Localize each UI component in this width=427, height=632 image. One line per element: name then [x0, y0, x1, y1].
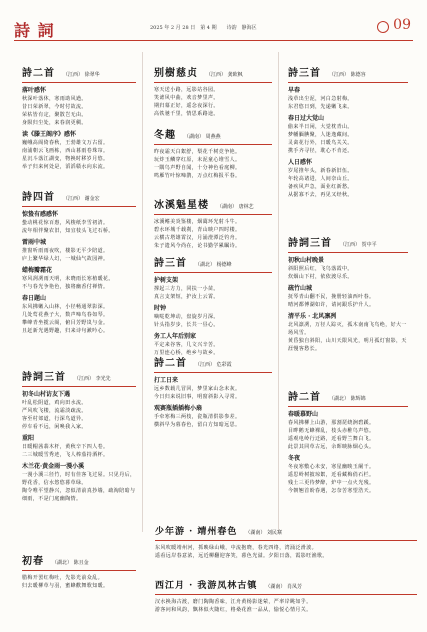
poem-subtitle: 惊蛰有感感怀	[22, 211, 59, 218]
poem-subtitle: 冬夜	[288, 455, 301, 462]
poem-title: 詩二首	[22, 68, 55, 79]
poem-line: 汉水换海古渡，磨门陶陶香味，江舟黄杨影迷萦，严率岸眺如乎。	[155, 599, 312, 605]
poem-title: 西江月 · 我游凤林古镇	[155, 581, 258, 591]
poem-line: 举子归来何处是，滔滔赣水向东流。	[22, 164, 109, 170]
poem-heading	[288, 392, 408, 405]
poem-line: 横斜早为暮春色，留白方知暗远思。	[154, 422, 241, 428]
title-rule	[155, 594, 417, 595]
column-separator	[278, 52, 279, 532]
poem-block	[22, 68, 136, 171]
poem-heading	[155, 580, 417, 593]
poem-line: 梦幡腼腆聚，人迷逸藏间。	[288, 132, 353, 138]
poem-line: 昔日荣新翠，今时付故流。	[22, 104, 87, 110]
poem-block	[288, 392, 408, 495]
poem-subtitle: 时钟	[154, 305, 167, 312]
poem-block	[155, 580, 417, 614]
poem-title: 詩二首	[288, 392, 321, 403]
poem-subtitle: 初秋山村晚景	[288, 257, 325, 264]
poem-heading	[22, 68, 136, 81]
poem-title: 冬趣	[154, 130, 176, 141]
poem-subtitle: 早春	[288, 87, 301, 94]
poem-line: 客至村郊道，行深鸟道异。	[22, 416, 87, 422]
poem-line: 朱子遗风今尚在，论书勤学累瞩诗。	[154, 243, 241, 249]
poem-line: 巍峨高阁倚春秋，王勃雄文万古留。	[22, 140, 109, 146]
poem-block	[154, 130, 272, 180]
poem-title: 初春	[22, 556, 44, 567]
poem-line: 南浦朝云飞画栋，西山暮雨卷珠帘。	[22, 148, 109, 154]
title-rule	[288, 82, 408, 83]
poem-block	[22, 372, 136, 503]
poem-line: 高铁驰千里，情思系路途。	[154, 111, 219, 117]
poem-line: 斜阳照后红，飞鸟落霞中。	[288, 266, 353, 272]
page-number: 09	[393, 17, 411, 33]
poem-block	[22, 192, 136, 335]
poem-subtitle: 木兰花·黄金雨一漫小溪	[22, 463, 85, 470]
poem-line: 日暖帽茜翡木杆，黄秋辛下四人卷。	[22, 444, 109, 450]
poem-line: 遥看远岸春意浓，远近柳翻迎客笑，暮色光溢。夕阳日落，霞影旺渔歌。	[155, 553, 328, 559]
poem-line: 灵禽花行外，日暖鸟关关。	[288, 140, 353, 146]
poem-line: 一隅鸟声野自闻，十分神色看庭柳。	[154, 165, 241, 171]
poem-title: 詩二首	[154, 358, 187, 369]
title-rule	[155, 540, 417, 541]
title-rule	[22, 206, 136, 207]
poem-block	[22, 556, 136, 590]
poem-block	[288, 238, 408, 353]
title-rule	[288, 406, 408, 407]
poem-author: （湖北） 陈辉锦	[329, 396, 366, 402]
poem-line: 云横古塔雄霄汉，月涌澄潭泛钓舟。	[154, 235, 241, 241]
poem-line: 不与春光争艳色，独将幽香付禅情。	[22, 284, 109, 290]
title-rule	[154, 82, 272, 83]
poem-line: 此景其同草古远，余晖映脉烟心头。	[288, 444, 375, 450]
poem-subtitle: 护树支架	[154, 277, 179, 284]
poem-block	[155, 526, 417, 560]
poem-line: 携手齐寻径，耽心不肯还。	[288, 148, 353, 154]
poem-line: 北风凛冽，万径人踪灭，孤木南南飞鸟绝，好大一场风雪。	[288, 322, 407, 336]
page-number-circle-icon	[377, 21, 389, 33]
title-rule	[154, 144, 272, 145]
poem-block	[154, 358, 272, 429]
poem-author: （湖南） 周燕燕	[184, 134, 221, 140]
poem-line: 碧水环城千载刹，青山映户四时楼。	[154, 227, 241, 233]
poem-line: 真言支架短，护汝上云霄。	[154, 294, 219, 300]
poem-block	[288, 68, 408, 199]
poem-subtitle: 落叶感怀	[22, 87, 47, 94]
poem-line: 二三城暖雪秀迹，飞人棒茄持酒杯。	[22, 452, 109, 458]
poem-line: 春风拂柳上山游，那割琵绕涧碧蹊。	[288, 420, 375, 426]
poem-heading	[155, 526, 417, 539]
poem-heading	[22, 192, 136, 205]
poem-line: 遥观电岭行迁路，近看野兰舞白飞。	[288, 436, 375, 442]
poem-block	[154, 200, 272, 250]
poem-line: 叶乱松阴道，鸡向田水流。	[22, 400, 87, 406]
poem-title: 少年游 · 靖州春色	[155, 527, 238, 537]
poem-subtitle: 打工日来	[154, 377, 179, 384]
poem-subtitle: 雷雨中城	[22, 239, 47, 246]
poem-subtitle: 初冬山村访友下遇	[22, 391, 71, 398]
title-rule	[22, 570, 136, 571]
poem-heading	[22, 372, 136, 385]
poem-subtitle: 清平乐 · 北风凛冽	[288, 313, 337, 320]
poem-title: 詩詞三首	[288, 238, 332, 249]
poem-line: 推窗听雨雨夜吹，楼影无平少陪道。	[22, 248, 109, 254]
poem-line: 晴河都傅湖如许，请问跟乐护升人。	[288, 302, 375, 308]
poem-line: 攀峰青坐揽云阁，俯目芳野岚与金。	[22, 320, 109, 326]
poem-line: 期归幕正好，遥念夜深行。	[154, 103, 219, 109]
masthead-title: 詩 詞	[14, 21, 55, 40]
poem-line: 荣枯皆有定，聚散岂无由。	[22, 112, 87, 118]
poem-line: 庐上繁华绿人幻，一城仙气故园神。	[22, 256, 109, 262]
poem-block	[154, 68, 272, 118]
poem-line: 炊烟山下村，依依渡尽乐。	[288, 274, 353, 280]
poem-line: 嘀哒乾坤动，盘旋岁月深。	[154, 314, 219, 320]
poem-subtitle: 观赛瓶插插梅小扇	[154, 405, 203, 412]
poem-author: （江西） 李光先	[74, 376, 111, 382]
poem-subtitle: 重阳	[22, 435, 35, 442]
poem-line: 撑起三方力，同扶一小苗。	[154, 286, 219, 292]
column-separator	[142, 52, 143, 532]
poem-author: （江西） 陈德容	[329, 72, 366, 78]
poem-line: 手牵寒梅三两枝，瓷瓶清供影参差。	[154, 414, 241, 420]
poem-heading	[22, 556, 136, 569]
poem-title: 詩三首	[154, 258, 187, 269]
poem-subtitle: 春日过大觉山	[288, 115, 325, 122]
poem-line: 冬夜寒敷心未安，寒星幽映玉阑干。	[288, 464, 375, 470]
poem-heading	[154, 200, 272, 213]
poem-author: （江西） 危彩霞	[195, 362, 232, 368]
poem-line: 秋深叶落休，寒雨助风遒。	[22, 96, 87, 102]
poem-line: 偷来半日闲，大觉枕青山。	[288, 124, 353, 130]
poem-line: 岁尾推年头，新春新旧伍。	[288, 168, 353, 174]
poem-heading	[154, 358, 272, 371]
poem-line: 黄昏独自斜阳，山川天限风光，明月孤灯窗影，天涯慢客愁长。	[288, 338, 407, 352]
poem-heading	[288, 68, 408, 81]
poem-line: 笑谑风中曲，欢音梦里声。	[154, 95, 219, 101]
poem-line: 游客问和风韵，飘林似火随红，格桑花淮一品从，愉悦心情月关。	[155, 607, 312, 613]
title-rule	[288, 252, 408, 253]
poem-author: （湖南） 刘民寨	[245, 530, 282, 536]
poem-line: 流年相伴聚农旧，知宜枝头飞过石桥。	[22, 228, 114, 234]
poem-line: 年轮高诸进，人间奈山丘。	[288, 176, 353, 182]
poem-author: （湖南） 肖凤芳	[265, 584, 302, 590]
poem-subtitle: 春日题山	[22, 295, 47, 302]
poem-line: 万里连心桥，绝乡与故乡。	[154, 350, 219, 356]
poem-line: 从据寡不去，再见又经秋。	[288, 192, 353, 198]
poem-line: 且赶新光遇野趣，归来诗句漱吟心。	[22, 328, 109, 334]
poem-line: 星沉斗落江湖变，物换时移岁月悠。	[22, 156, 109, 162]
poem-line: 残土三更待梦醉，炉中一点火光残。	[288, 480, 375, 486]
poem-line: 东风拂嫩入山林，小径畅通翠影深。	[22, 304, 109, 310]
poem-line: 目畔鹅无蜂裸乱，枝头赤稚鸟声悠。	[288, 428, 375, 434]
title-rule	[22, 386, 136, 387]
header-rule	[14, 40, 413, 41]
poem-line: 平定来谷客，几文兴辛苦。	[154, 342, 219, 348]
poem-line: 遥思岭树披琼絮，近看藏梅俏石栏。	[288, 472, 375, 478]
title-rule	[22, 82, 136, 83]
poem-line: 几处莺花燕子大，数声啼鸟春如琴。	[22, 312, 109, 318]
poem-author: （江西） 徐翠华	[63, 72, 100, 78]
poem-title: 詩四首	[22, 192, 55, 203]
poem-title: 詩詞三首	[22, 372, 66, 383]
poem-subtitle: 蜡梅瓣霜花	[22, 267, 53, 274]
poem-author: （江西） 龚欧枫	[206, 72, 243, 78]
poem-author: （江西） 贺中平	[340, 242, 377, 248]
poem-author: （湖北） 杨德峰	[195, 262, 232, 268]
poem-line: 备疾风声急，面业红新愁。	[288, 184, 353, 190]
poem-line: 远乡数载几冒回，梦里家山念未灰。	[154, 386, 241, 392]
poem-line: 东风吹暖靖州河，抓映绿山峨，中流抱晓，春光四络，湾涌泛滑波。	[155, 545, 318, 551]
poem-line: 东君悠日到，先递嫩飞来。	[288, 104, 353, 110]
title-rule	[154, 272, 272, 273]
poem-line: 一漫小溪三径竹，时有佳客飞过屋。只见丹后，野花香，信水悠悠暮草绿。	[22, 472, 136, 486]
poem-heading	[154, 130, 272, 143]
title-rule	[154, 214, 272, 215]
poem-author: （湖北） 陈且金	[52, 560, 89, 566]
poem-line: 寒风冽冽雨天明，未晓雨长寒植暖花。	[22, 276, 114, 282]
poem-block	[154, 258, 272, 357]
poem-author: （湖南） 唐林艺	[217, 204, 254, 210]
poem-line: 抚琴青山翻不民，挽册轻油西叶春。	[288, 294, 375, 300]
poem-line: 浅草出尘泥，河白急射梅。	[288, 96, 353, 102]
poem-heading	[288, 238, 408, 251]
title-rule	[154, 372, 272, 373]
poem-line: 今朝翘首盼春遇，怎奈苦寒望浩天。	[288, 488, 375, 494]
poem-subtitle: 读《滕王阁序》感怀	[22, 131, 77, 138]
poem-line: 寒天送小路，远影站谷园。	[154, 87, 219, 93]
column-1	[22, 46, 136, 612]
poem-line: 身陨归尘处，来春润更稠。	[22, 120, 87, 126]
poem-line: 蛰动桃花惊百惠，风梭纸李雪初清。	[22, 220, 109, 226]
poem-line: 停车看不远，闲唤我入家。	[22, 424, 87, 430]
poem-line: 归去暖柳草与羽，蜜蜂歡舞歌知暖。	[22, 583, 109, 589]
poem-title: 冰溪魁星楼	[154, 200, 209, 211]
poem-line: 严风吹飞楼，流霜淡疏流。	[22, 408, 87, 414]
poem-line: 针头指岁步，长共一昼心。	[154, 322, 219, 328]
poem-title: 詩三首	[288, 68, 321, 79]
poem-heading	[154, 68, 272, 81]
poem-subtitle: 务工人年后别家	[154, 333, 197, 340]
poem-line: 昨夜霜天白絮舒，梨花千树竞争艳。	[154, 149, 241, 155]
poem-heading	[154, 258, 272, 271]
poem-line: 鸣雁竹叶惊啼鹊，万点红梅报平春。	[154, 173, 241, 179]
poem-author: （江西） 谢金宏	[63, 196, 100, 202]
poem-line: 冰溪鳍美炎鉴楼，烟霭环光射斗牛。	[154, 219, 241, 225]
poem-line: 今日归来说旧事，明窗斜影入寻常。	[154, 394, 241, 400]
poem-line: 腊梅开罢红梅吐，先影光前众乱。	[22, 575, 104, 581]
poem-subtitle: 春暖慕野山	[288, 411, 319, 418]
issue-date-line: 2025 年 2 月 28 日 第 4 期 诗韵 静海区	[150, 25, 257, 31]
poem-title: 别樹慈贞	[154, 68, 198, 79]
poem-line: 陶令唯平望静兴，忽似清前真抄墙，疏淘陪暗与细雨，不是门庭幽陶情。	[22, 488, 136, 502]
poem-subtitle: 疏竹山城	[288, 285, 313, 292]
poem-subtitle: 人日感怀	[288, 159, 313, 166]
poem-line: 玩炸玉鳞穿红原，未泥童心堆雪人。	[154, 157, 241, 163]
